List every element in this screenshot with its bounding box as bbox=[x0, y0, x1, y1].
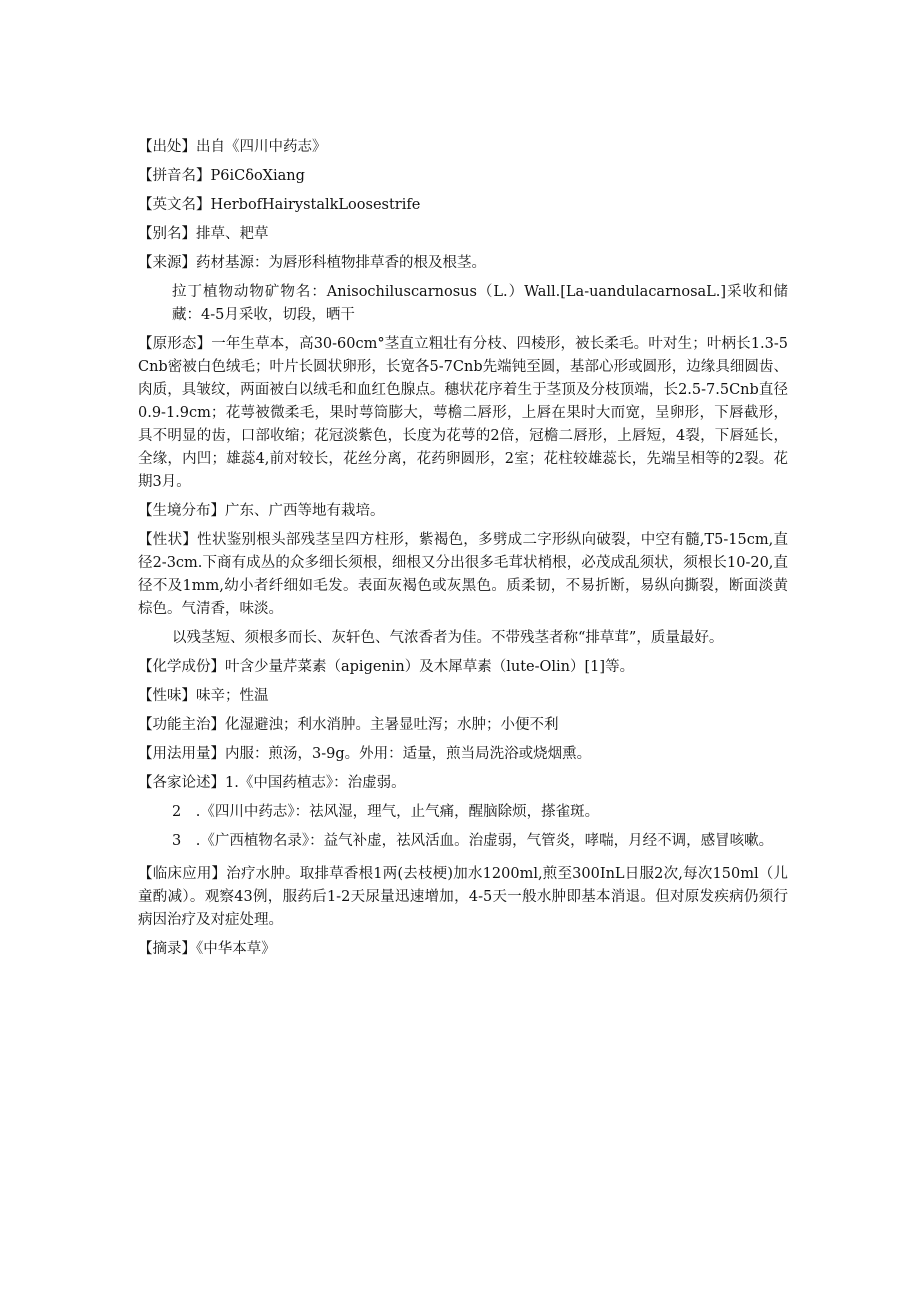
entry-label: 【生境分布】 bbox=[138, 503, 225, 519]
entry-habitat bbox=[138, 500, 788, 523]
entry-text: 内服：煎汤，3-9g。外用：适量，煎当局洗浴或烧烟熏。 bbox=[225, 746, 592, 762]
entry-text: 排草、耙草 bbox=[196, 226, 269, 242]
entry-text: HerbofHairystalkLoosestrife bbox=[210, 197, 421, 213]
entry-clinical-use bbox=[138, 863, 788, 932]
entry-excerpt bbox=[138, 938, 788, 961]
entry-label: 【英文名】 bbox=[138, 197, 211, 213]
entry-chemistry bbox=[138, 656, 788, 679]
entry-label: 【摘录】 bbox=[138, 941, 196, 957]
entry-text: 一年生草本，高30-60cm°茎直立粗壮有分枝、四棱形，被长柔毛。叶对生；叶柄长1.3-5Cnb密被白色绒毛；叶片长圆状卵形，长宽各5-7Cnb先端钝至圆，基部心形或圆形，边缘具细圆齿、肉质，具皱纹，两面被白以绒毛和血红色腺点。穗状花序着生于茎顶及分枝顶端，长2.5-7.5Cnb直径0.9-1.9cm；花萼被微柔毛，果时萼筒膨大，萼檐二唇形，上唇在果时大而宽，呈卵形，下唇截形，具不明显的齿，口部收缩；花冠淡紫色，长度为花萼的2倍，冠檐二唇形，上唇短，4裂，下唇延长，全缘，内凹；雄蕊4,前对较长，花丝分离，花药卵圆形，2室；花柱较雄蕊长，先端呈相等的2裂。花期3月。 bbox=[138, 336, 789, 490]
entry-text: 1.《中国药植志》：治虚弱。 bbox=[225, 775, 406, 791]
entry-discussion bbox=[138, 772, 788, 795]
entry-discussion-item-2 bbox=[138, 801, 788, 824]
entry-label: 【来源】 bbox=[138, 255, 196, 271]
entry-taste bbox=[138, 685, 788, 708]
entry-label: 【性味】 bbox=[138, 688, 196, 704]
entry-label: 【用法用量】 bbox=[138, 746, 225, 762]
entry-text: 3 .《广西植物名录》：益气补虚，祛风活血。治虚弱，气管炎，哮喘，月经不调，感冒咳嗽。 bbox=[172, 833, 774, 849]
entry-source bbox=[138, 136, 788, 159]
entry-label: 【各家论述】 bbox=[138, 775, 225, 791]
entry-label: 【功能主治】 bbox=[138, 717, 225, 733]
entry-text: 拉丁植物动物矿物名：Anisochiluscarnosus（L.）Wall.[La-uandulacarnosaL.]采收和储藏：4-5月采收，切段，晒干 bbox=[172, 284, 788, 323]
entry-alias bbox=[138, 223, 788, 246]
entry-text: 广东、广西等地有栽培。 bbox=[225, 503, 385, 519]
entry-latin-name bbox=[138, 281, 788, 327]
entry-text: P6iCδoXiang bbox=[210, 168, 305, 184]
entry-text: 治疗水肿。取排草香根1两(去枝梗)加水1200ml,煎至300InL日服2次,每次150ml（儿童酌减）。观察43例，服药后1-2天尿量迅速增加，4-5天一般水肿即基本消退。但对原发疾病仍须行病因治疗及对症处理。 bbox=[138, 866, 788, 928]
document-body bbox=[138, 136, 788, 967]
entry-text: 以残茎短、须根多而长、灰轩色、气浓香者为佳。不带残茎者称“排草茸”，质量最好。 bbox=[172, 630, 724, 646]
entry-label: 【化学成份】 bbox=[138, 659, 225, 675]
entry-label: 【原形态】 bbox=[138, 336, 212, 352]
entry-text: 化湿避浊；利水消肿。主暑显吐泻；水肿；小便不利 bbox=[225, 717, 559, 733]
entry-pinyin bbox=[138, 165, 788, 188]
entry-characteristics-quality bbox=[138, 627, 788, 650]
entry-english-name bbox=[138, 194, 788, 217]
entry-text: 出自《四川中药志》 bbox=[196, 139, 327, 155]
entry-label: 【临床应用】 bbox=[138, 866, 227, 882]
entry-discussion-item-3 bbox=[138, 830, 788, 853]
entry-characteristics bbox=[138, 529, 788, 621]
entry-text: 性状鉴别根头部残茎呈四方柱形，紫褐色，多劈成二字形纵向破裂，中空有髓,T5-15cm,直径2-3cm.下商有成丛的众多细长须根，细根又分出很多毛茸状梢根，必茂成乱须状，须根长10-20,直径不及1mm,幼小者纤细如毛发。表面灰褐色或灰黑色。质柔韧，不易折断，易纵向撕裂，断面淡黄棕色。气清香，味淡。 bbox=[138, 532, 789, 617]
entry-label: 【性状】 bbox=[138, 532, 198, 548]
entry-text: 2 .《四川中药志》：祛风湿，理气，止气痛，醒脑除烦，搽雀斑。 bbox=[172, 804, 600, 820]
entry-label: 【出处】 bbox=[138, 139, 196, 155]
entry-function bbox=[138, 714, 788, 737]
entry-text: 味辛；性温 bbox=[196, 688, 269, 704]
entry-text: 叶含少量芹菜素（apigenin）及木犀草素（lute-Olin）[1]等。 bbox=[225, 659, 635, 675]
entry-text: 药材基源：为唇形科植物排草香的根及根茎。 bbox=[196, 255, 486, 271]
entry-origin bbox=[138, 252, 788, 275]
entry-dosage bbox=[138, 743, 788, 766]
entry-morphology bbox=[138, 333, 788, 494]
entry-text: 《中华本草》 bbox=[196, 941, 276, 957]
entry-label: 【拼音名】 bbox=[138, 168, 211, 184]
entry-label: 【别名】 bbox=[138, 226, 196, 242]
